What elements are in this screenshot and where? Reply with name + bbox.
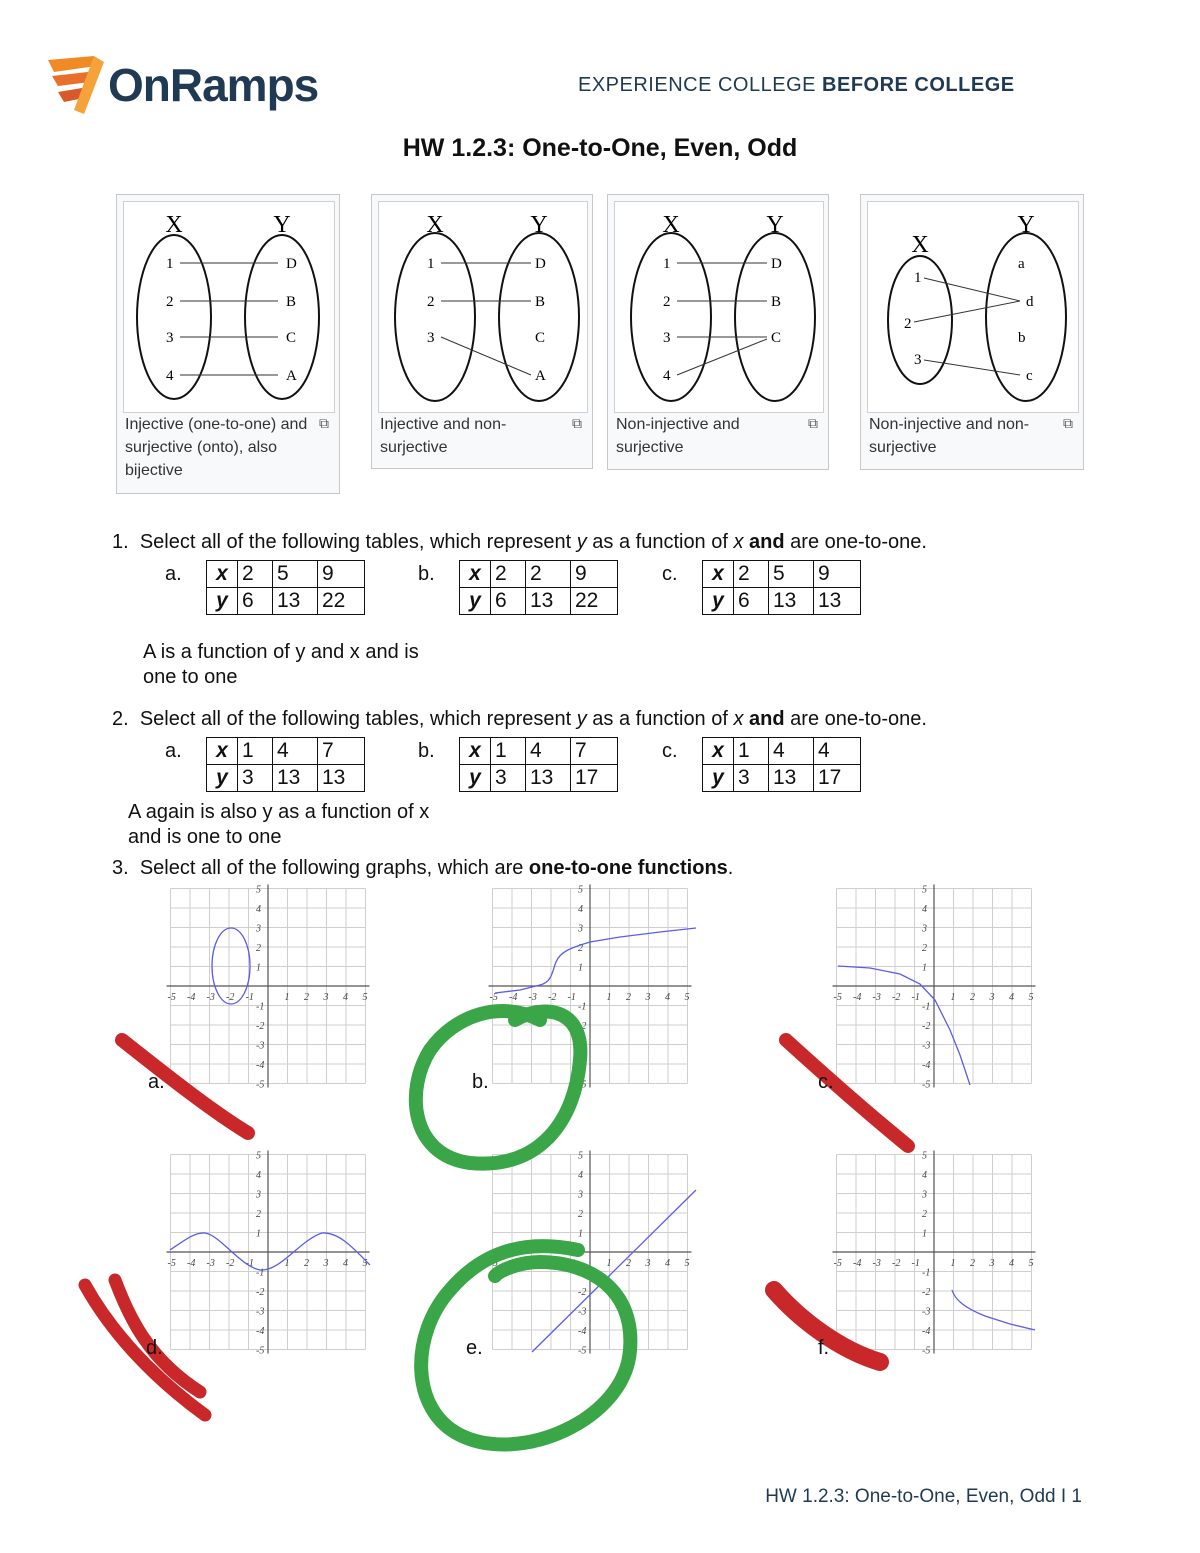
coordinate-grid	[167, 1151, 370, 1357]
coordinate-grid	[833, 885, 1036, 1091]
y-tick-label: -5	[922, 1079, 931, 1091]
svg-text:2: 2	[663, 294, 671, 310]
x-tick-label: -5	[833, 992, 842, 1003]
x-tick-label: -4	[187, 992, 196, 1003]
x-tick-label: -3	[872, 992, 881, 1003]
coordinate-grid	[833, 1151, 1036, 1357]
y-tick-label: 4	[578, 904, 583, 915]
y-tick-label: -1	[578, 1001, 587, 1013]
y-tick-label: 4	[578, 1170, 583, 1181]
figure-caption: Non-injective and non-surjective	[869, 416, 1030, 456]
y-tick-label: 1	[256, 1228, 261, 1240]
y-tick-label: -1	[256, 1267, 265, 1279]
y-tick-label: 2	[256, 1209, 261, 1220]
x-tick-label: -2	[892, 992, 901, 1003]
x-tick-label: -4	[509, 1258, 518, 1269]
page-footer: HW 1.2.3: One-to-One, Even, Odd I 1	[765, 1486, 1082, 1507]
x-tick-label: -3	[206, 1258, 215, 1269]
x-tick-label: 5	[362, 992, 368, 1003]
x-tick-label: -5	[833, 1258, 842, 1269]
page-title: HW 1.2.3: One-to-One, Even, Odd	[402, 134, 798, 162]
y-tick-label: 1	[922, 962, 927, 974]
y-tick-label: 2	[256, 943, 261, 954]
svg-text:X: X	[165, 212, 183, 238]
y-tick-label: 2	[922, 1209, 927, 1220]
x-tick-label: 2	[304, 992, 309, 1003]
svg-text:B: B	[286, 294, 297, 310]
y-tick-label: -2	[256, 1287, 265, 1298]
svg-text:1: 1	[663, 256, 671, 272]
x-tick-label: 5	[362, 1258, 368, 1269]
x-tick-label: -1	[567, 1258, 576, 1269]
x-tick-label: -2	[892, 1258, 901, 1269]
graph-label-a: a.	[148, 1071, 165, 1093]
x-tick-label: 1	[950, 992, 956, 1003]
y-tick-label: -5	[256, 1345, 265, 1357]
x-tick-label: -1	[567, 992, 576, 1003]
svg-text:4: 4	[663, 368, 671, 384]
svg-text:B: B	[535, 294, 546, 310]
svg-text:1: 1	[427, 256, 435, 272]
x-tick-label: -3	[206, 992, 215, 1003]
y-tick-label: -4	[578, 1060, 587, 1071]
y-tick-label: -3	[922, 1306, 931, 1318]
y-tick-label: 3	[922, 1189, 927, 1201]
x-tick-label: 2	[626, 992, 631, 1003]
coordinate-grid	[167, 885, 370, 1091]
x-tick-label: 5	[684, 1258, 690, 1269]
x-tick-label: -5	[167, 992, 176, 1003]
question-2: 2. Select all of the following tables, which represent y as a function of x and are one-to-one.	[112, 708, 927, 730]
x-tick-label: 1	[950, 1258, 956, 1269]
table-1c[interactable]: x 2 5 9 y 6 13 13	[702, 560, 861, 615]
x-tick-label: -4	[187, 1258, 196, 1269]
y-tick-label: 2	[578, 943, 583, 954]
y-tick-label: -4	[256, 1060, 265, 1071]
x-tick-label: -4	[509, 992, 518, 1003]
graph-label-f: f.	[818, 1337, 830, 1359]
x-tick-label: 4	[1009, 1258, 1014, 1269]
x-tick-label: -3	[528, 1258, 537, 1269]
option-label: a.	[165, 740, 182, 762]
y-tick-label: 4	[256, 1170, 261, 1181]
svg-text:2: 2	[166, 294, 174, 310]
svg-text:1: 1	[166, 256, 174, 272]
y-tick-label: 5	[578, 1150, 583, 1162]
table-2c[interactable]: x 1 4 4 y 3 13 17	[702, 737, 861, 792]
option-label: b.	[418, 563, 435, 585]
svg-text:1: 1	[914, 270, 922, 286]
question-3: 3. Select all of the following graphs, which are one-to-one functions.	[112, 857, 734, 879]
x-tick-label: 3	[323, 992, 329, 1003]
x-tick-label: -2	[548, 992, 557, 1003]
svg-text:Y: Y	[273, 212, 291, 238]
svg-text:3: 3	[166, 330, 174, 346]
x-tick-label: 3	[645, 992, 651, 1003]
y-tick-label: -2	[578, 1287, 587, 1298]
x-tick-label: -1	[245, 1258, 254, 1269]
y-tick-label: 5	[256, 1150, 261, 1162]
y-tick-label: -3	[256, 1040, 265, 1052]
x-tick-label: 1	[284, 992, 290, 1003]
svg-text:3: 3	[663, 330, 671, 346]
table-1b[interactable]: x 2 2 9 y 6 13 22	[459, 560, 618, 615]
green-circle-mark-b	[416, 1011, 581, 1164]
y-tick-label: -5	[578, 1079, 587, 1091]
y-tick-label: -5	[578, 1345, 587, 1357]
svg-text:Y: Y	[530, 212, 548, 238]
x-tick-label: 4	[665, 992, 670, 1003]
y-tick-label: 3	[578, 1189, 583, 1201]
green-circle-mark-e	[421, 1246, 630, 1444]
x-tick-label: 4	[343, 1258, 348, 1269]
y-tick-label: 1	[578, 1228, 583, 1240]
svg-text:D: D	[286, 256, 297, 272]
graph-label-d: d.	[146, 1337, 163, 1359]
enlarge-icon[interactable]: ⧉	[1063, 415, 1073, 431]
x-tick-label: 3	[989, 992, 995, 1003]
x-tick-label: 1	[284, 1258, 290, 1269]
svg-text:4: 4	[166, 368, 174, 384]
x-tick-label: -4	[853, 1258, 862, 1269]
svg-text:3: 3	[427, 330, 435, 346]
svg-text:D: D	[771, 256, 782, 272]
y-tick-label: -2	[578, 1021, 587, 1032]
x-tick-label: -3	[528, 992, 537, 1003]
answer-text-1: A is a function of y and x and is one to one	[143, 641, 419, 688]
svg-text:X: X	[911, 232, 929, 258]
x-tick-label: 3	[645, 1258, 651, 1269]
x-tick-label: -3	[872, 1258, 881, 1269]
y-tick-label: 4	[256, 904, 261, 915]
logo-text: OnRamps	[108, 59, 319, 111]
svg-text:B: B	[771, 294, 782, 310]
svg-text:3: 3	[914, 352, 922, 368]
svg-text:D: D	[535, 256, 546, 272]
x-tick-label: 3	[323, 1258, 329, 1269]
svg-text:Y: Y	[1017, 212, 1035, 238]
y-tick-label: 2	[922, 943, 927, 954]
x-tick-label: -4	[853, 992, 862, 1003]
y-tick-label: 5	[578, 884, 583, 896]
svg-text:C: C	[535, 330, 546, 346]
graph-label-b: b.	[472, 1071, 489, 1093]
y-tick-label: -4	[256, 1326, 265, 1337]
svg-text:C: C	[286, 330, 297, 346]
answer-text-2: A again is also y as a function of x and is one to one	[128, 801, 430, 848]
y-tick-label: 1	[922, 1228, 927, 1240]
y-tick-label: -1	[578, 1267, 587, 1279]
y-tick-label: 3	[256, 923, 261, 935]
y-tick-label: -2	[922, 1021, 931, 1032]
x-tick-label: -5	[489, 992, 498, 1003]
coordinate-grid	[489, 885, 692, 1091]
x-tick-label: 4	[343, 992, 348, 1003]
svg-text:2: 2	[427, 294, 435, 310]
table-1a[interactable]: x 2 5 9 y 6 13 22	[206, 560, 365, 615]
x-tick-label: 2	[970, 992, 975, 1003]
x-tick-label: -1	[911, 992, 920, 1003]
y-tick-label: -3	[256, 1306, 265, 1318]
y-tick-label: -5	[256, 1079, 265, 1091]
y-tick-label: 5	[256, 884, 261, 896]
figure-caption: Injective (one-to-one) and surjective (onto), also bijective	[125, 416, 308, 479]
svg-text:d: d	[1026, 294, 1034, 310]
tagline: EXPERIENCE COLLEGE BEFORE COLLEGE	[578, 74, 1015, 96]
y-tick-label: 5	[922, 884, 927, 896]
y-tick-label: -5	[922, 1345, 931, 1357]
x-tick-label: 1	[606, 992, 612, 1003]
svg-text:A: A	[286, 368, 297, 384]
y-tick-label: 4	[922, 904, 927, 915]
svg-text:X: X	[662, 212, 680, 238]
table-2a[interactable]: x 1 4 7 y 3 13 13	[206, 737, 365, 792]
x-tick-label: -2	[226, 1258, 235, 1269]
option-label: a.	[165, 563, 182, 585]
y-tick-label: 2	[578, 1209, 583, 1220]
table-2b[interactable]: x 1 4 7 y 3 13 17	[459, 737, 618, 792]
x-tick-label: -2	[548, 1258, 557, 1269]
y-tick-label: -4	[578, 1326, 587, 1337]
x-tick-label: 2	[304, 1258, 309, 1269]
curve-b-cuberoot	[495, 928, 696, 993]
x-tick-label: 4	[665, 1258, 670, 1269]
x-tick-label: -2	[226, 992, 235, 1003]
svg-text:C: C	[771, 330, 782, 346]
svg-text:a: a	[1018, 256, 1025, 272]
x-tick-label: 1	[606, 1258, 612, 1269]
x-tick-label: 2	[970, 1258, 975, 1269]
y-tick-label: -1	[256, 1001, 265, 1013]
enlarge-icon[interactable]: ⧉	[319, 415, 329, 431]
graph-label-c: c.	[818, 1071, 834, 1093]
x-tick-label: -1	[245, 992, 254, 1003]
graph-label-e: e.	[466, 1337, 483, 1359]
svg-text:X: X	[426, 212, 444, 238]
enlarge-icon[interactable]: ⧉	[572, 415, 582, 431]
x-tick-label: 2	[626, 1258, 631, 1269]
y-tick-label: -4	[922, 1060, 931, 1071]
option-label: b.	[418, 740, 435, 762]
enlarge-icon[interactable]: ⧉	[808, 415, 818, 431]
y-tick-label: -3	[922, 1040, 931, 1052]
y-tick-label: -2	[256, 1021, 265, 1032]
y-tick-label: -3	[578, 1040, 587, 1052]
red-x-mark-d	[85, 1280, 205, 1415]
x-tick-label: 5	[1028, 1258, 1034, 1269]
y-tick-label: 1	[578, 962, 583, 974]
y-tick-label: -4	[922, 1326, 931, 1337]
svg-text:2: 2	[904, 316, 912, 332]
y-tick-label: 4	[922, 1170, 927, 1181]
question-1: 1. Select all of the following tables, which represent y as a function of x and are one-to-one.	[112, 531, 927, 553]
x-tick-label: 3	[989, 1258, 995, 1269]
option-label: c.	[662, 563, 678, 585]
y-tick-label: 1	[256, 962, 261, 974]
svg-text:A: A	[535, 368, 546, 384]
option-label: c.	[662, 740, 678, 762]
y-tick-label: -1	[922, 1267, 931, 1279]
svg-text:b: b	[1018, 330, 1026, 346]
svg-text:c: c	[1026, 368, 1033, 384]
y-tick-label: 3	[922, 923, 927, 935]
x-tick-label: 5	[684, 992, 690, 1003]
y-tick-label: 3	[256, 1189, 261, 1201]
y-tick-label: 5	[922, 1150, 927, 1162]
figure-caption: Non-injective and surjective	[616, 416, 740, 456]
y-tick-label: -1	[922, 1001, 931, 1013]
x-tick-label: -1	[911, 1258, 920, 1269]
y-tick-label: 3	[578, 923, 583, 935]
svg-text:Y: Y	[766, 212, 784, 238]
figure-caption: Injective and non-surjective	[380, 416, 507, 456]
x-tick-label: 5	[1028, 992, 1034, 1003]
y-tick-label: -2	[922, 1287, 931, 1298]
x-tick-label: -5	[489, 1258, 498, 1269]
x-tick-label: 4	[1009, 992, 1014, 1003]
y-tick-label: -3	[578, 1306, 587, 1318]
x-tick-label: -5	[167, 1258, 176, 1269]
red-x-mark-c	[786, 1040, 908, 1146]
